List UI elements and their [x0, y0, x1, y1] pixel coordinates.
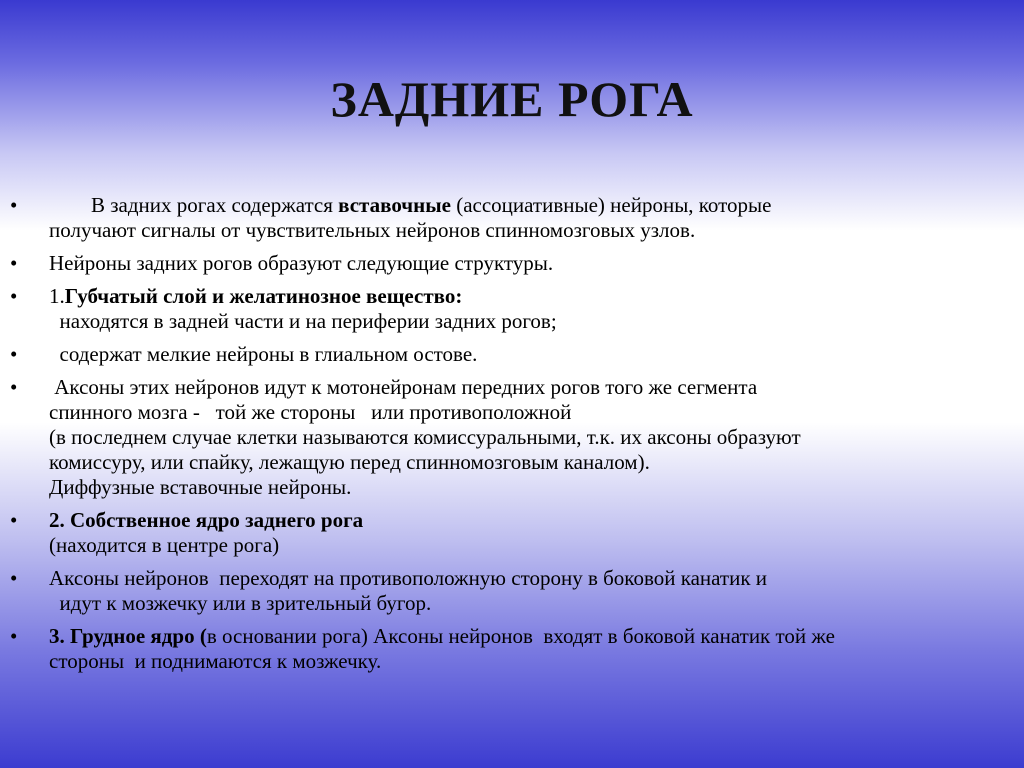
- bullet-icon: •: [10, 284, 18, 308]
- bullet-text: (ассоциативные) нейроны, которые: [450, 193, 772, 217]
- bullet-bold-text: 3. Грудное ядро (: [49, 624, 207, 648]
- bullet-line: [49, 624, 1020, 649]
- bullet-line: спинного мозга - той же стороны или противоположной: [49, 400, 572, 424]
- bullet-item-2: [10, 251, 1020, 276]
- bullet-item-4: [10, 342, 1020, 367]
- bullet-line: содержат мелкие нейроны в глиальном остове.: [49, 342, 478, 366]
- bullet-line: комиссуру, или спайку, лежащую перед спинномозговым каналом).: [49, 450, 650, 474]
- bullet-icon: •: [10, 193, 18, 217]
- bullet-line: Аксоны нейронов переходят на противоположную сторону в боковой канатик и: [49, 566, 768, 590]
- bullet-line: получают сигналы от чувствительных нейронов спинномозговых узлов.: [49, 218, 696, 242]
- bullet-line: Диффузные вставочные нейроны.: [49, 475, 352, 499]
- bullet-line: стороны и поднимаются к мозжечку.: [49, 649, 382, 673]
- bullet-line: [49, 284, 1020, 309]
- bullet-bold-text: 2. Собственное ядро заднего рога: [49, 508, 364, 532]
- bullet-text: В задних рогах содержатся: [49, 193, 339, 217]
- slide-title: ЗАДНИЕ РОГА: [330, 71, 694, 127]
- bullet-text: 1.: [49, 284, 65, 308]
- bullet-list: [10, 193, 1020, 682]
- bullet-line: (находится в центре рога): [49, 533, 280, 557]
- bullet-bold-text: Губчатый слой и желатинозное вещество:: [64, 284, 463, 308]
- bullet-icon: •: [10, 508, 18, 532]
- bullet-line: находятся в задней части и на периферии задних рогов;: [49, 309, 557, 333]
- bullet-item-7: [10, 566, 1020, 616]
- bullet-item-6: [10, 508, 1020, 558]
- bullet-line: идут к мозжечку или в зрительный бугор.: [49, 591, 432, 615]
- bullet-line: [49, 508, 1020, 533]
- bullet-icon: •: [10, 375, 18, 399]
- bullet-item-5: [10, 375, 1020, 500]
- bullet-line: Нейроны задних рогов образуют следующие структуры.: [49, 251, 554, 275]
- bullet-item-8: [10, 624, 1020, 674]
- bullet-icon: •: [10, 624, 18, 648]
- bullet-icon: •: [10, 342, 18, 366]
- bullet-text: в основании рога) Аксоны нейронов входят в боковой канатик той же: [206, 624, 835, 648]
- bullet-item-3: [10, 284, 1020, 334]
- bullet-icon: •: [10, 566, 18, 590]
- bullet-item-1: [10, 193, 1020, 243]
- bullet-line: [49, 193, 1020, 218]
- bullet-icon: •: [10, 251, 18, 275]
- bullet-line: (в последнем случае клетки называются комиссуральными, т.к. их аксоны образуют: [49, 425, 801, 449]
- bullet-line: Аксоны этих нейронов идут к мотонейронам передних рогов того же сегмента: [49, 375, 758, 399]
- bullet-bold-text: вставочные: [338, 193, 451, 217]
